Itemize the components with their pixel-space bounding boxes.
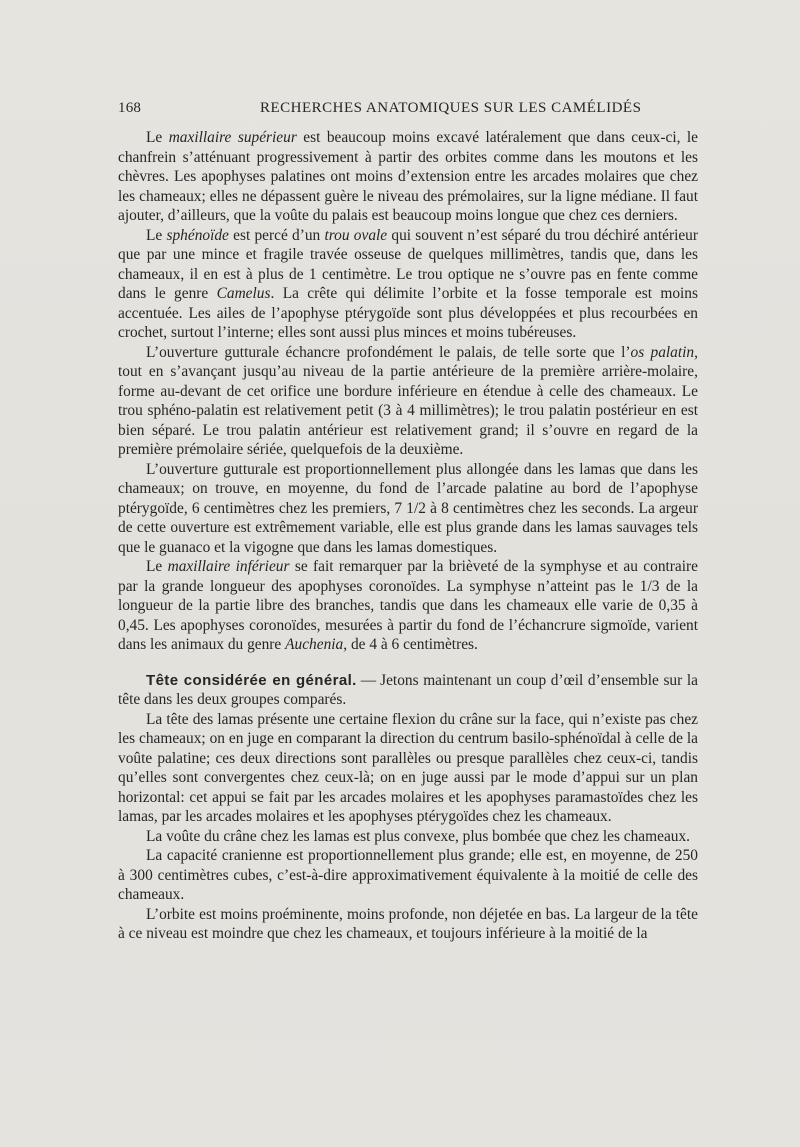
paragraph-capacite-cranienne: La capacité cranienne est proportionnellement plus grande; elle est, en moyenne, de 250 à 300 centimètres cubes, c’est-à-dire approximativement équivalente à la moitié de celle des chameaux. bbox=[118, 847, 698, 903]
running-title: RECHERCHES ANATOMIQUES SUR LES CAMÉLIDÉS bbox=[260, 100, 642, 116]
paragraph-tete-general: Tête considérée en général. — Jetons maintenant un coup d’œil d’ensemble sur la tête dans les deux groupes comparés. bbox=[118, 671, 698, 708]
body-text bbox=[118, 128, 698, 944]
paragraph-flexion-crane: La tête des lamas présente une certaine flexion du crâne sur la face, qui n’existe pas chez les chameaux; on en juge en comparant la direction du centrum basilo-sphénoïdal à celle de la voûte palatine; ces deux directions sont parallèles ou presque parallèles chez ceux-ci, tandis qu’elles sont convergentes chez ceux-là; on en juge aussi par le mode d’appui sur un plan horizontal: cet appui se fait par les arcades molaires et les apophyses paramastoïdes chez les lamas, par les arcades molaires et les apophyses ptérygoïdes chez les chameaux. bbox=[118, 710, 698, 825]
term-camelus: Camelus bbox=[216, 285, 271, 302]
term-sphenoide: sphénoïde bbox=[166, 226, 229, 244]
paragraph-voute-crane: La voûte du crâne chez les lamas est plus convexe, plus bombée que chez les chameaux. bbox=[146, 827, 691, 845]
section-dash: — bbox=[360, 671, 377, 689]
term-maxillaire-inferieur: maxillaire inférieur bbox=[167, 558, 290, 575]
term-os-palatin: os palatin bbox=[630, 343, 695, 361]
paragraph-maxillaire-inferieur: Le maxillaire inférieur se fait remarquer par la brièveté de la symphyse et au contraire par la grande longueur des apophyses coronoïdes. La symphyse n’atteint pas le 1/3 de la longueur de la partie libre des branches, tandis que dans les chameaux elle varie de 0,35 à 0,45. Les apophyses coronoïdes, mesurées à partir du fond de l’échancrure sigmoïde, varient dans les animaux du genre Auchenia, de 4 à 6 centimètres. bbox=[118, 558, 698, 653]
term-trou-ovale: trou ovale bbox=[324, 226, 388, 244]
term-auchenia: Auchenia bbox=[285, 636, 344, 653]
paragraph-ouverture-proportion: L’ouverture gutturale est proportionnellement plus allongée dans les lamas que dans les chameaux; on trouve, en moyenne, du fond de l’arcade palatine au bord de l’apophyse ptérygoïde, 6 centimètres chez les premiers, 7 1/2 à 8 centimètres chez les seconds. La argeur de cette ouverture est extrêmement variable, elle est plus grande dans les lamas sauvages tels que le guanaco et la vigogne que dans les lamas domestiques. bbox=[118, 460, 698, 556]
term-maxillaire-superieur: maxillaire supérieur bbox=[168, 129, 297, 146]
paragraph-maxillaire-superieur: Le maxillaire supérieur est beaucoup moins excavé latéralement que dans ceux-ci, le chanfrein s’atténuant progressivement à partir des orbites comme dans les moutons et les chèvres. Les apophyses palatines ont moins d’extension entre les arcades molaires que chez les chameaux; elles ne dépassent guère le niveau des prémolaires, sur la ligne médiane. Il faut ajouter, d’ailleurs, que la voûte du palais est beaucoup moins longue que chez ces derniers. bbox=[118, 129, 698, 224]
section-heading: Tête considérée en général. bbox=[146, 671, 357, 689]
paragraph-ouverture-gutturale: L’ouverture gutturale échancre profondément le palais, de telle sorte que l’os palatin, tout en s’avançant jusqu’au niveau de la partie antérieure de la première arrière-molaire, forme au-devant de cet orifice une bordure inférieure en étendue à celle des chameaux. Le trou sphéno-palatin est relativement petit (3 à 4 millimètres); le trou palatin postérieur en est bien séparé. Le trou palatin antérieur est relativement grand; il s’ouvre en regard de la première prémolaire sériée, quelquefois de la deuxième. bbox=[118, 343, 698, 458]
page-number: 168 bbox=[118, 100, 142, 116]
paragraph-sphenoide: Le sphénoïde est percé d’un trou ovale qui souvent n’est séparé du trou déchiré antérieur que par une mince et fragile travée osseuse de quelques millimètres, tandis que, dans les chameaux, il en est à plus de 1 centimètre. Le trou optique ne s’ouvre pas en fente comme dans le genre Camelus. La crête qui délimite l’orbite et la fosse temporale est moins accentuée. Les ailes de l’apophyse ptérygoïde sont plus développées et plus recourbées en crochet, surtout l’interne; elles sont aussi plus minces et moins tubéreuses. bbox=[118, 226, 698, 341]
page-header bbox=[118, 100, 698, 122]
paragraph-orbite: L’orbite est moins proéminente, moins profonde, non déjetée en bas. La largeur de la tête à ce niveau est moindre que chez les chameaux, et toujours inférieure à la moitié de la bbox=[118, 905, 698, 942]
